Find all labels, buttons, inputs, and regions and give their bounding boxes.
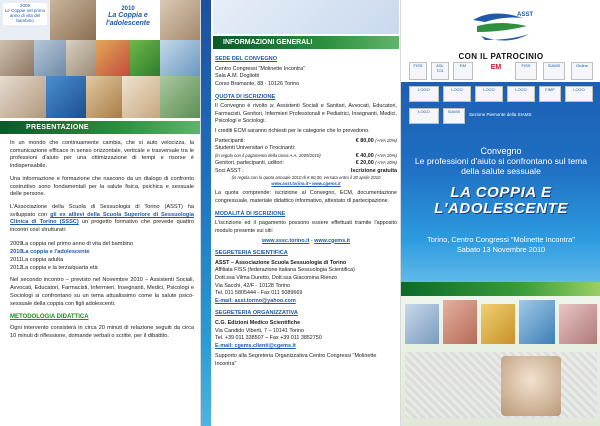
contact-line: Dott.ssa Vilma Duretto, Dott.ssa Giacomina Rienzo	[215, 275, 338, 282]
logo-text: ASST	[517, 12, 534, 18]
contact-line: Tel. +39 011 338507 – Fax +39 011 3852750	[215, 335, 322, 342]
presentazione-heading: PRESENTAZIONE	[0, 121, 200, 134]
header-title: La Coppia e l'adolescente	[105, 12, 151, 27]
em-logo: EM	[481, 64, 511, 78]
list-item	[10, 264, 194, 272]
sede-line: Corso Bramante, 88 · 10126 Torino	[215, 80, 300, 87]
supporto-text: Supporto alla Segreteria Organizzativa Centro Congressi "Molinette Incontra"	[215, 353, 377, 367]
text-span: L'Associazione della Scuola di Sessuologia di Torino (ASST) ha sviluppato con	[10, 204, 194, 218]
modalita-heading: MODALITÀ DI ISCRIZIONE	[215, 210, 286, 217]
header-box	[96, 0, 160, 40]
contact-line: ASST – Associazione Scuola Sessuologia di Torino	[215, 259, 347, 266]
contact-line: Affiliata FISS (federazione italiana Sessuologia Scientifica)	[215, 267, 355, 274]
sponsor-logo: FISS	[409, 62, 427, 80]
meetings-list	[10, 240, 194, 272]
paragraph: Il Convegno è rivolto a: Assistenti Sociali e Sanitari, Avvocati, Educatori, Farmacisti, Genitori, Infermieri Professionali e Pediatrici, Insegnanti, Medici, Psicologi e Sociologi.	[215, 103, 397, 125]
main-title-line: LA COPPIA E	[450, 184, 552, 201]
year: 2012	[10, 265, 23, 272]
fee-iva: (+IVA 20%)	[375, 152, 397, 158]
table-row	[215, 153, 397, 161]
sede-line: Sala A.M. Dogliotti	[215, 73, 260, 80]
list-item	[10, 240, 194, 248]
brochure-panel-middle	[200, 0, 400, 426]
year: 2009	[10, 240, 23, 247]
sponsor-logo: LOGO	[443, 86, 471, 102]
collage-photo	[443, 300, 477, 344]
date-text: Sabato 13 Novembre 2010	[456, 244, 546, 254]
meeting-title: La coppia e la terza/quarta età	[22, 265, 98, 272]
sponsor-logo: LOGO	[475, 86, 503, 102]
collage-photo	[130, 40, 160, 76]
collage-photo	[0, 40, 34, 76]
collage-photo	[122, 76, 160, 118]
sponsor-logo: SIAMS	[543, 62, 565, 80]
fee-label: Partecipanti:	[215, 137, 245, 144]
list-item	[10, 248, 194, 256]
metodologia-heading: METODOLOGIA DIDATTICA	[10, 314, 89, 321]
collage-photo	[160, 76, 200, 118]
year: 2011	[10, 257, 23, 264]
sssc-link[interactable]: gli ex allievi della Scuola Superiore di Sessuologia Clinica di Torino (SSSC)	[10, 211, 194, 226]
modalita-links	[215, 238, 397, 246]
meeting-title: La coppia nel primo anno di vita del bambino	[22, 240, 134, 247]
sponsor-logos	[405, 62, 597, 152]
paragraph: L'iscrizione ed il pagamento possono essere effettuati tramite l'apposito modulo presente sui siti:	[215, 220, 397, 234]
collage-photo	[50, 0, 96, 40]
header-year: 2010	[121, 6, 135, 12]
sponsor-logo: Ordine	[571, 62, 593, 80]
sponsor-logo: EM	[453, 62, 473, 80]
sponsor-logo: SIAMS	[443, 108, 465, 124]
collage-photo	[160, 0, 200, 40]
sponsor-logo: ASL TO1	[431, 62, 449, 80]
fee-value: € 40,00	[355, 152, 374, 159]
collage-photo	[46, 76, 86, 118]
fee-iva: (+IVA 20%)	[375, 160, 397, 166]
fee-value: Iscrizione gratuita	[350, 167, 397, 174]
segreteria-organizzativa-heading: SEGRETERIA ORGANIZZATIVA	[215, 310, 298, 317]
patrocinio-label: CON IL PATROCINIO	[458, 52, 544, 61]
meeting-title: La coppia adulta	[22, 257, 64, 264]
photo-collage	[0, 0, 200, 118]
fee-value: € 20,00	[355, 160, 374, 167]
soci-links[interactable]: www.asst.torino.it • www.cgems.it	[271, 181, 341, 187]
table-row	[215, 160, 397, 168]
venue-block	[405, 235, 597, 255]
paragraph: In un mondo che continuamente cambia, che si auto velocizza, la comunicazione efficace in senso orizzontale, verticale e trasversale tra le professioni d'aiuto per una ottimizzazione di tempi e risorse è indispensabile.	[10, 140, 194, 170]
contact-line: Via Candido Viberti, 7 – 10141 Torino	[215, 327, 305, 334]
email-link[interactable]: E-mail: asst.torino@yahoo.com	[215, 297, 296, 304]
fees-table	[215, 138, 397, 188]
paragraph: I crediti ECM saranno richiesti per le categorie che lo prevedono.	[215, 128, 370, 135]
fee-value: € 80,00	[355, 137, 374, 144]
main-title	[405, 185, 597, 217]
collage-photo	[86, 76, 122, 118]
collage-photo	[96, 40, 130, 76]
convegno-block	[405, 146, 597, 177]
contact-line: C.G. Edizioni Medico Scientifiche	[215, 320, 301, 327]
previous-edition-label: 2009 Le Coppie nel primo anno di vita del bambino	[4, 3, 46, 23]
collage-photo	[66, 40, 96, 76]
paragraph: La quota comprende: iscrizione al Convegno, ECM, documentazione congressuale, materiale didattico informativo, attestato di partecipazione.	[215, 190, 397, 204]
fee-iva: (+IVA 20%)	[375, 137, 397, 143]
sponsor-logo: LOGO	[409, 86, 439, 102]
paragraph	[10, 204, 194, 235]
collage-photo	[559, 304, 597, 344]
segreteria-scientifica-heading: SEGRETERIA SCIENTIFICA	[215, 250, 288, 257]
table-row	[215, 168, 397, 176]
contact-line: Via Sacchi, 42/F · 10128 Torino	[215, 282, 291, 289]
fee-label: Studenti Universitari o Tirocinanti:	[215, 145, 296, 152]
info-body	[215, 56, 397, 368]
collage-photo	[405, 304, 439, 344]
siams-label: Sezione Piemonte della SIAMS	[469, 112, 532, 117]
collage-photo	[34, 40, 66, 76]
sede-line: Centro Congressi "Molinette Incontra"	[215, 65, 306, 72]
convegno-subtitle: Le professioni d'aiuto si confrontano sul tema della salute sessuale	[414, 156, 588, 177]
presentazione-body	[10, 140, 194, 346]
collage-photo	[519, 300, 555, 344]
year: 2010	[10, 249, 23, 256]
quota-heading: QUOTA DI ISCRIZIONE	[215, 93, 276, 100]
text-span: un progetto formativo che prevede quattro incontri così strutturati:	[10, 219, 194, 234]
sssc-site-link[interactable]: www.sssc.torino.it	[262, 237, 310, 244]
fee-label: (in regola con il pagamento della tassa A.A. 2009/2010)	[215, 152, 321, 158]
paragraph: Una informazione e formazione che nascono da un dialogo di confronto costruttivo sono fondamentali per la salute fisica, psichica e sessuale delle persone.	[10, 175, 194, 198]
collage-photo	[213, 0, 399, 34]
email-link[interactable]: E-mail: cgems.clienti@cgems.it	[215, 342, 296, 349]
sponsor-logo: FISS	[515, 62, 537, 80]
cover-photo-strip	[401, 296, 600, 426]
header-logo-area	[409, 6, 593, 66]
convegno-label: Convegno	[480, 146, 522, 156]
sponsor-logo: LOGO	[565, 86, 593, 102]
info-heading: INFORMAZIONI GENERALI	[213, 36, 399, 49]
separator: -	[309, 237, 315, 244]
sponsor-logo: LOGO	[409, 108, 439, 124]
list-item	[10, 256, 194, 264]
paragraph: Ogni intervento consisterà in circa 20 minuti di relazione seguiti da circa 10 minuti di riflessione, domande verbali o scritte, per il dibattito.	[10, 325, 194, 340]
cgems-site-link[interactable]: www.cgems.it	[314, 237, 350, 244]
fee-label: Soci ASST :	[215, 167, 244, 174]
meeting-title: La coppia e l'adolescente	[22, 249, 90, 256]
brochure-panel-left	[0, 0, 200, 426]
sede-heading: SEDE DEL CONVEGNO	[215, 56, 278, 62]
sponsor-logo: LOGO	[507, 86, 535, 102]
sponsor-logo: FIMP	[539, 86, 561, 102]
fee-label: Genitori, partecipanti, uditori:	[215, 160, 284, 167]
collage-photo	[481, 304, 515, 344]
contact-line: Tel. 011 5805444 - Fax 011 5089669	[215, 290, 303, 297]
table-row	[215, 145, 397, 153]
collage-photo	[0, 76, 46, 118]
collage-photo	[501, 356, 561, 416]
paragraph: Nel secondo incontro – previsto nel Novembre 2010 – Assistenti Sociali, Avvocati, Educatori, Farmacisti, Infermieri, Insegnanti, Medici, Psicologi e Sociologi si confrontano su un tema attualissimo come la salute psico-sessuale della coppia con figli adolescenti.	[10, 277, 194, 307]
blue-side-strip	[201, 0, 211, 426]
main-title-line: L'ADOLESCENTE	[434, 199, 568, 217]
soci-note: (in regola con la quota annuale 2010 di € 60,00, versata entro il 30 aprile 2010	[231, 175, 381, 181]
venue-text: Torino, Centro Congressi "Molinette Incontra"	[427, 235, 575, 244]
table-row	[215, 138, 397, 146]
brochure-panel-cover	[400, 0, 600, 426]
collage-photo	[160, 40, 200, 76]
